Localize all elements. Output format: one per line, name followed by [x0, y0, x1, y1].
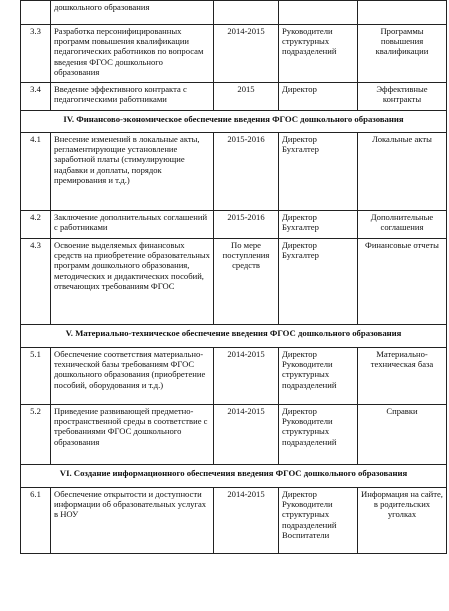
event-description: Разработка персонифицированных программ повышения квалификации педагогических работников по вопросам введения ФГОС дошкольного образования — [51, 25, 214, 83]
result: Программы повышения квалификации — [358, 25, 447, 83]
section-heading-row — [21, 325, 447, 348]
responsible: Директор — [279, 83, 358, 111]
result: Дополнительные соглашения — [358, 211, 447, 239]
dates — [214, 1, 279, 25]
action-plan-table — [20, 0, 447, 554]
dates: 2014-2015 — [214, 25, 279, 83]
section-title: V. Материально-техническое обеспечение введения ФГОС дошкольного образования — [21, 325, 447, 348]
result: Справки — [358, 405, 447, 465]
table-row — [21, 83, 447, 111]
row-number: 5.2 — [21, 405, 51, 465]
section-title: IV. Финансово-экономическое обеспечение введения ФГОС дошкольного образования — [21, 111, 447, 133]
event-description: Введение эффективного контракта с педагогическими работниками — [51, 83, 214, 111]
responsible: Руководители структурных подразделений — [279, 25, 358, 83]
event-description: Заключение дополнительных соглашений с работниками — [51, 211, 214, 239]
table-row — [21, 348, 447, 405]
table-row — [21, 488, 447, 554]
table-row — [21, 1, 447, 25]
dates: 2014-2015 — [214, 348, 279, 405]
responsible: Директор Бухгалтер — [279, 133, 358, 211]
table-row — [21, 405, 447, 465]
dates: 2014-2015 — [214, 405, 279, 465]
row-number: 3.4 — [21, 83, 51, 111]
responsible: Директор Бухгалтер — [279, 239, 358, 325]
result: Локальные акты — [358, 133, 447, 211]
result: Финансовые отчеты — [358, 239, 447, 325]
row-number — [21, 1, 51, 25]
dates: 2015-2016 — [214, 133, 279, 211]
table-row — [21, 211, 447, 239]
responsible: Директор Бухгалтер — [279, 211, 358, 239]
row-number: 6.1 — [21, 488, 51, 554]
dates: По мере поступления средств — [214, 239, 279, 325]
result: Информация на сайте, в родительских уголках — [358, 488, 447, 554]
event-description: дошкольного образования — [51, 1, 214, 25]
dates: 2014-2015 — [214, 488, 279, 554]
responsible: Директор Руководители структурных подразделений — [279, 348, 358, 405]
responsible: Директор Руководители структурных подразделений Воспитатели — [279, 488, 358, 554]
event-description: Обеспечение открытости и доступности информации об образовательных услугах в НОУ — [51, 488, 214, 554]
dates: 2015 — [214, 83, 279, 111]
event-description: Приведение развивающей предметно-пространственной среды в соответствие с требованиями ФГОС дошкольного образования — [51, 405, 214, 465]
responsible — [279, 1, 358, 25]
section-heading-row — [21, 111, 447, 133]
section-title: VI. Создание информационного обеспечения введения ФГОС дошкольного образования — [21, 465, 447, 488]
event-description: Освоение выделяемых финансовых средств на приобретение образовательных программ дошкольного образования, методических и дидактических пособий, отвечающих требованиям ФГОС — [51, 239, 214, 325]
result: Эффективные контракты — [358, 83, 447, 111]
dates: 2015-2016 — [214, 211, 279, 239]
result: Материально-техническая база — [358, 348, 447, 405]
row-number: 3.3 — [21, 25, 51, 83]
section-heading-row — [21, 465, 447, 488]
row-number: 4.1 — [21, 133, 51, 211]
row-number: 4.2 — [21, 211, 51, 239]
row-number: 5.1 — [21, 348, 51, 405]
responsible: Директор Руководители структурных подразделений — [279, 405, 358, 465]
row-number: 4.3 — [21, 239, 51, 325]
result — [358, 1, 447, 25]
table-row — [21, 25, 447, 83]
event-description: Обеспечение соответствия материально-технической базы требованиям ФГОС дошкольного образования (приобретение пособий, оборудования и т.д.) — [51, 348, 214, 405]
table-row — [21, 133, 447, 211]
event-description: Внесение изменений в локальные акты, регламентирующие установление заработной платы (стимулирующие надбавки и доплаты, порядок премирования и т.д.) — [51, 133, 214, 211]
table-row — [21, 239, 447, 325]
